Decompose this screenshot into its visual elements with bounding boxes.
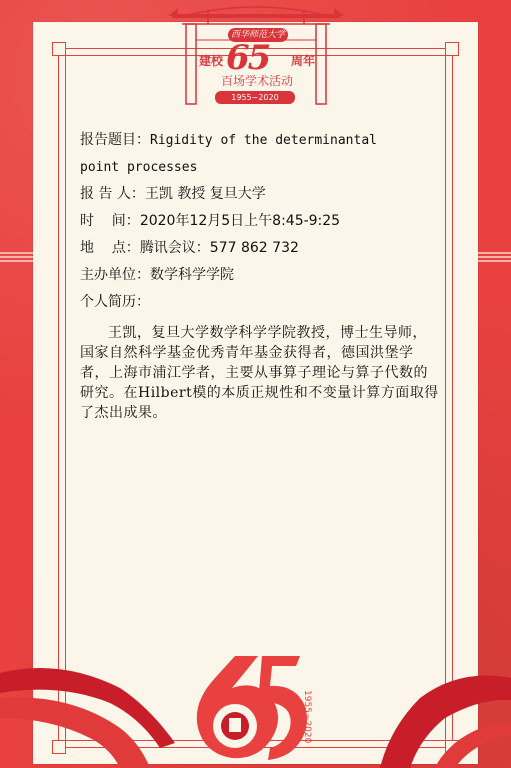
place-label: 地 点： (80, 240, 140, 256)
title-row (80, 130, 440, 157)
anniversary-prefix: 建校 (199, 54, 224, 68)
speaker-row (80, 184, 440, 211)
activity-title: 百场学术活动 (220, 74, 293, 88)
anniversary-suffix: 周年 (291, 54, 316, 68)
university-name: 西华师范大学 (228, 28, 288, 42)
organizer-label: 主办单位： (80, 267, 150, 283)
speaker-label: 报 告 人： (80, 186, 145, 202)
organizer-row (80, 265, 440, 292)
time-label: 时 间： (80, 213, 140, 229)
talk-info (80, 130, 440, 423)
title-row-continued (80, 157, 440, 184)
place-row (80, 238, 440, 265)
footer-years-vertical: 1955~2020 (302, 690, 312, 744)
time-row (80, 211, 440, 238)
bio-paragraph: 王凯，复旦大学数学科学学院教授，博士生导师，国家自然科学基金优秀青年基金获得者，德国洪堡学者，上海市浦江学者，主要从事算子理论与算子代数的研究。在Hilbert模的本质正规性和不变量计算方面取得了杰出成果。 (80, 325, 439, 421)
place-value: 腾讯会议：577 862 732 (139, 240, 299, 256)
organizer-value: 数学科学学院 (150, 267, 234, 283)
anniversary-ribbon-logo-icon (0, 648, 511, 768)
bio-label: 个人简历： (80, 294, 150, 310)
talk-title-line2: point processes (80, 160, 198, 175)
title-label: 报告题目： (80, 132, 150, 148)
speaker-value: 王凯 教授 复旦大学 (144, 186, 266, 202)
bio-heading-row (80, 292, 440, 319)
years-badge: 1955~2020 (215, 91, 295, 104)
talk-title-line1: Rigidity of the determinantal (150, 133, 377, 148)
time-value: 2020年12月5日上午8:45-9:25 (139, 213, 341, 229)
anniversary-number: 65 (226, 38, 270, 78)
